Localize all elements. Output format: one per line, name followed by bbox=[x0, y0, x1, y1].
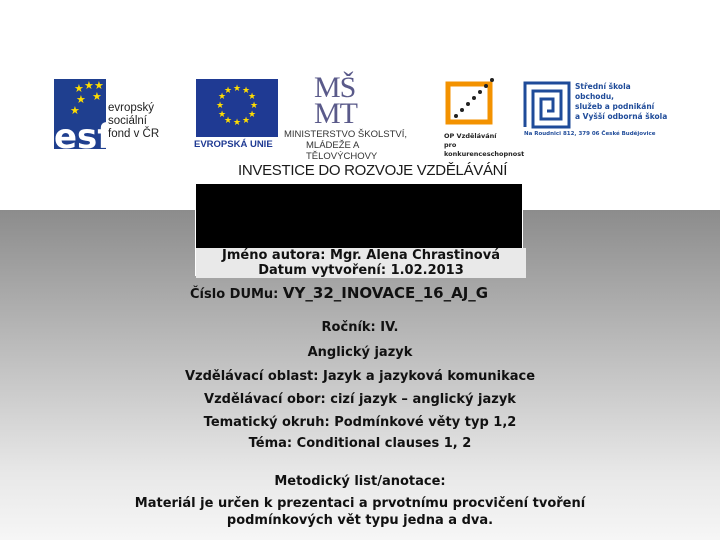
annotation-line-1: Materiál je určen k prezentaci a prvotnímu procvičení tvoření bbox=[134, 496, 586, 511]
school-line-1: Střední škola obchodu, bbox=[575, 82, 631, 101]
dumu-line bbox=[190, 284, 488, 302]
msmt-line-1: MINISTERSTVO ŠKOLSTVÍ, bbox=[284, 129, 407, 140]
grade-line: Ročník: IV. bbox=[321, 320, 399, 335]
dumu-label: Číslo DUMu: bbox=[190, 287, 279, 302]
author-line: Jméno autora: Mgr. Alena Chrastinová bbox=[196, 248, 526, 263]
school-logo bbox=[522, 80, 672, 152]
field-line: Vzdělávací obor: cizí jazyk – anglický jazyk bbox=[204, 392, 516, 407]
area-line: Vzdělávací oblast: Jazyk a jazyková komunikace bbox=[184, 369, 536, 384]
svg-text:★: ★ bbox=[247, 110, 257, 120]
annotation-line-2: podmínkových vět typu jedna a dva. bbox=[226, 513, 494, 528]
svg-text:★: ★ bbox=[217, 92, 227, 102]
svg-text:★: ★ bbox=[223, 86, 233, 96]
school-line-2: služeb a podnikání bbox=[575, 102, 655, 111]
topic-line: Tematický okruh: Podmínkové věty typ 1,2 bbox=[203, 415, 517, 430]
op-mark bbox=[442, 76, 502, 130]
school-mark bbox=[522, 80, 572, 130]
svg-text:★: ★ bbox=[241, 116, 251, 126]
svg-text:★: ★ bbox=[70, 104, 80, 117]
op-line-2: pro konkurenceschopnost bbox=[444, 141, 525, 158]
esf-logo bbox=[52, 76, 182, 152]
svg-text:★: ★ bbox=[92, 90, 102, 103]
esf-line-1: evropský bbox=[108, 102, 155, 114]
svg-text:★: ★ bbox=[223, 116, 233, 126]
op-line-1: OP Vzdělávání bbox=[444, 132, 497, 140]
svg-text:★: ★ bbox=[232, 118, 242, 128]
msmt-line-2: MLÁDEŽE A TĚLOVÝCHOVY bbox=[306, 140, 378, 162]
annotation-heading: Metodický list/anotace: bbox=[274, 474, 446, 489]
svg-text:★: ★ bbox=[74, 82, 84, 95]
esf-line-3: fond v ČR bbox=[108, 128, 160, 140]
svg-text:★: ★ bbox=[241, 86, 251, 96]
msmt-logo bbox=[284, 71, 424, 162]
svg-text:★: ★ bbox=[217, 110, 227, 120]
school-address: Na Roudnici 812, 379 06 České Budějovice bbox=[524, 131, 656, 137]
eu-logo bbox=[194, 77, 280, 153]
theme-line: Téma: Conditional clauses 1, 2 bbox=[248, 436, 472, 451]
svg-text:★: ★ bbox=[84, 79, 94, 92]
esf-line-2: sociální bbox=[108, 115, 147, 127]
msmt-mark: MŠ MT bbox=[314, 71, 357, 130]
dumu-value: VY_32_INOVACE_16_AJ_G bbox=[282, 284, 489, 302]
op-logo bbox=[440, 76, 525, 158]
subject-line: Anglický jazyk bbox=[307, 345, 413, 360]
svg-text:★: ★ bbox=[232, 84, 242, 94]
svg-text:★: ★ bbox=[247, 92, 257, 102]
school-line-3: a Vyšší odborná škola bbox=[575, 112, 668, 121]
svg-text:★: ★ bbox=[94, 79, 104, 92]
date-line: Datum vytvoření: 1.02.2013 bbox=[196, 263, 526, 278]
svg-text:esf: esf bbox=[54, 117, 113, 152]
investment-caption: INVESTICE DO ROZVOJE VZDĚLÁVÁNÍ bbox=[238, 162, 508, 179]
svg-text:★: ★ bbox=[76, 93, 86, 106]
svg-text:★: ★ bbox=[215, 101, 225, 111]
eu-label: EVROPSKÁ UNIE bbox=[194, 139, 273, 150]
eu-flag bbox=[194, 77, 280, 139]
svg-text:★: ★ bbox=[249, 101, 259, 111]
